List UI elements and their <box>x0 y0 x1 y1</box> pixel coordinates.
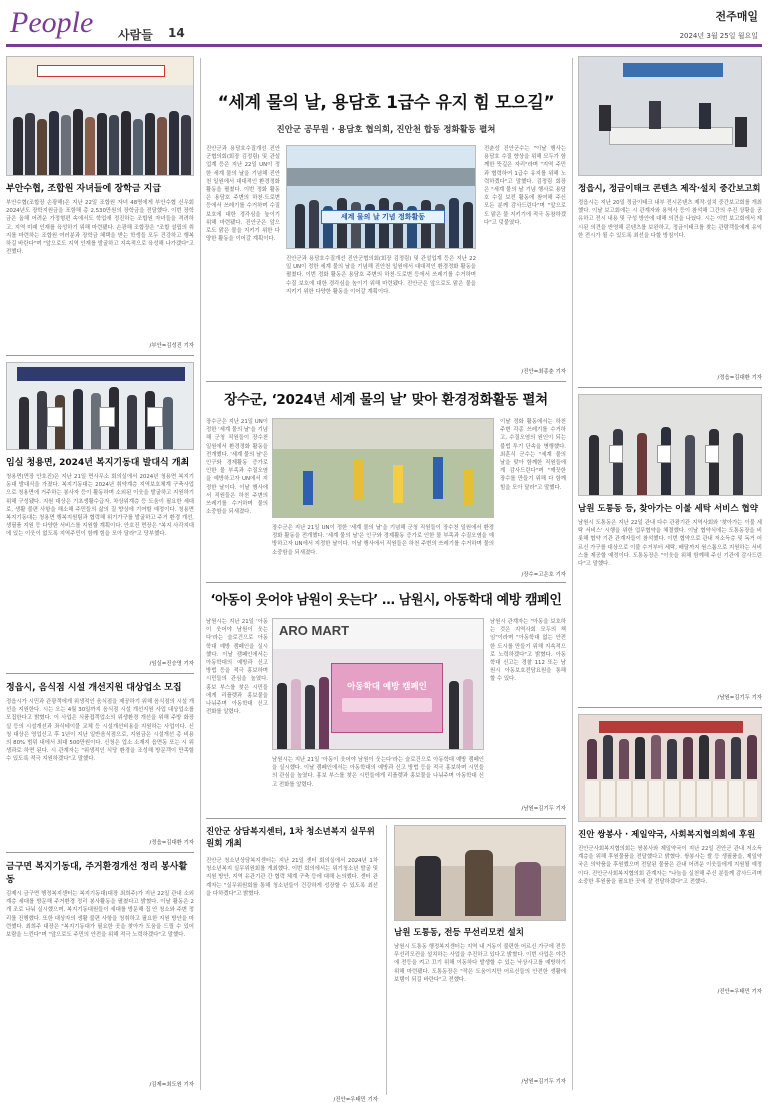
article-geumgu-volunteer <box>6 859 194 1088</box>
article-body: 정읍시가 시민과 관광객에게 위생적인 음식점을 제공하기 위해 음식점의 시설 개선을 지원한다. 시는 오는 4월 30일까지 음식점 시설 개선지원 사업 대상업소를 모집한다고 밝혔다. 이 사업은 식품접객업소의 위생환경 개선을 위해 주방 화장실 등의 시설개선과 좌식테이블 교체 등 시설개선비용을 지원하는 사업이다. 신청 대상은 영업신고 후 1년이 지난 일반음식점으로, 지원금은 시설개선 총 비용의 80% 범위 내에서 최대 500만원이다. 신청은 업소 소재지 읍면동 또는 시 위생과로 하면 된다. 시 관계자는 "위생적인 식당 환경을 조성해 방문객이 만족할 수 있도록 적극 지원하겠다"고 말했다. <box>6 699 194 763</box>
article-body: 남원시는 지난 21일 '아동이 웃어야 남원이 웃는다'라는 슬로건으로 아동학대 예방 캠페인을 실시했다. 이날 캠페인에서는 아동학대의 예방과 신고 방법 등을 적극 홍보하며 시민들의 관심을 높였다. 홍보 부스를 찾은 시민들에게 리플렛과 홍보물을 나눠주며 아동학대 신고 전화를 알렸다. <box>206 619 268 716</box>
article-byline: /김제=최도원 기자 <box>149 1082 194 1088</box>
column-divider <box>200 58 201 1090</box>
article-byline: /부안=김성진 기자 <box>149 343 194 349</box>
article-body: 장수군은 지난 21일 UN이 정한 '세계 물의 날'을 기념해 군청 직원들이 장수천 일원에서 환경정화 활동을 전개했다. '세계 물의 날'은 인구와 경제활동 증가로 인한 물 부족과 수질오염을 예방하고자 UN에서 지정한 날이다. 이날 행사에서 직원들은 하천 주변의 쓰레기를 수거하며 물의 소중함을 되새겼다. <box>206 419 268 516</box>
article-title: 정읍시, 정금이태크 콘텐츠 제작·설치 중간보고회 <box>578 184 761 194</box>
article-jeongeup-restaurant <box>6 680 194 846</box>
home-visit-photo <box>394 825 566 921</box>
campaign-banner: 아동학대 예방 캠페인 <box>347 682 427 692</box>
article-byline: /진안=최종춘 기자 <box>521 369 566 375</box>
article-jangsu-cleanup <box>206 388 566 578</box>
page-number: 14 <box>168 26 185 40</box>
group-photo <box>6 362 194 450</box>
article-body: 남원시 관계자는 "아동을 보호하는 것은 지역사회 모두의 책임"이라며 "아동학대 없는 안전한 도시를 만들기 위해 지속적으로 노력하겠다"고 밝혔다. 아동학대 신고는 경찰 112 또는 남원시 아동보호전담요원을 통해 할 수 있다. <box>490 619 566 683</box>
article-body: 남원시는 지난 21일 '아동이 웃어야 남원이 웃는다'라는 슬로건으로 아동학대 예방 캠페인을 실시했다. 이날 캠페인에서는 아동학대의 예방과 신고 방법 등을 적극 홍보하며 시민들의 관심을 높였다. 홍보 부스를 찾은 시민들에게 리플렛과 홍보물을 나눠주며 아동학대 신고 전화를 알렸다. <box>272 757 484 788</box>
article-busan-suhyup <box>6 56 194 349</box>
cleanup-photo <box>286 145 476 249</box>
article-body: 장수군은 지난 21일 UN이 정한 '세계 물의 날'을 기념해 군청 직원들이 장수천 일원에서 환경정화 활동을 전개했다. '세계 물의 날'은 인구와 경제활동 증가로 인한 물 부족과 수질오염을 예방하고자 UN에서 지정한 날이다. 이날 행사에서 직원들은 하천 주변의 쓰레기를 수거하며 물의 소중함을 되새겼다. <box>272 525 494 556</box>
article-jeongeup-content <box>578 56 762 381</box>
article-jinan-water-day <box>206 88 566 377</box>
article-body: 진안군사회복지협의회는 쌍봉사와 제일약국이 지난 22일 진안군 관내 저소득 계층을 위해 후원물품을 전달했다고 밝혔다. 쌍봉사는 쌀 등 생필품을, 제일약국은 의약품을 후원했으며 전달된 물품은 관내 어려운 이웃들에게 지원될 예정이다. 진안군사회복지협의회 관계자는 "나눔을 실천해 주신 분들께 감사드리며 소중한 후원품을 필요한 곳에 잘 전달하겠다"고 전했다. <box>578 846 762 885</box>
article-body: 진안군과 용담호수질개선 진안군협의회(회장 김정림) 및 관설업계 등은 지난 22일 UN이 정한 세계 물의 날을 기념해 진안천 일원에서 대대적인 환경정화 활동을 펼쳤다. 이번 정화 활동은 용담호 주변의 하천·도로변 등에서 쓰레기를 수거하며 수질 보호에 대한 경각심을 높이기 위해 마련됐다. 진안군은 앞으로도 맑은 물을 지키기 위한 다양한 활동을 이어갈 계획이다. <box>286 256 476 295</box>
headline: ‘아동이 웃어야 남원이 웃는다’ … 남원시, 아동학대 예방 캠페인 <box>210 593 562 608</box>
header-rule <box>6 44 762 47</box>
article-namwon-laundry <box>578 394 762 701</box>
article-body: 진안군 청소년상담복지센터는 지난 21일 센터 회의실에서 2024년 1차 청소년복지 실무위원회를 개최했다. 이번 회의에서는 위기청소년 발굴 및 지원 방안, 지역 유관기관 간 협력 체계 구축 등에 대해 논의했다. 센터 관계자는 "실무위원회를 통해 청소년들이 건강하게 성장할 수 있도록 최선을 다하겠다"고 밝혔다. <box>206 858 378 897</box>
article-byline: /남원=김기두 기자 <box>521 806 566 812</box>
article-title: 진안 쌍봉사 · 제일약국, 사회복지협의회에 후원 <box>578 830 756 840</box>
article-byline: /정읍=김대환 기자 <box>149 840 194 846</box>
article-byline: /장수=고은호 기자 <box>521 572 566 578</box>
donation-photo <box>578 714 762 822</box>
article-body: 청용면(면장 안호진)은 지난 21일 면사무소 회의실에서 2024년 청용면 복지기동대 발대식을 가졌다. 복지기동대는 2024년 취약계층 지역보호체계 구축사업으로 청용면에 거주하는 봉사자 등이 활동하며 소외된 이웃을 발굴하고 지원하기 위해 구성됐다. 지원 대상은 기초생활수급자, 차상위계층 등 도움이 필요한 세대로, 생활 불편 사항을 해소해 주민들의 삶의 질 향상에 기여할 예정이다. 청용면 복지기동대는 청용면 행복지원팀과 협력해 위기가구를 발굴하고 주거 환경 개선, 생필품 지원 등 다양한 서비스를 지원할 계획이다. 안호진 면장은 "복지 사각지대에 있는 이웃이 없도록 지역주민이 함께 힘을 모아 달라"고 당부했다. <box>6 474 194 538</box>
article-body: 부안수협(조합장 손광해)은 지난 22일 조합원 자녀 48명에게 부안수협 신우회 2024년도 장학지원금을 포함해 총 2,530만원의 장학금을 전달했다. 이번 장학금은 올해 어려운 가정형편 속에서도 학업에 정진하는 조합원 자녀들을 격려하고, 지역 미래 인재를 육성하기 위해 마련됐다. 손광해 조합장은 "조합 설립의 취지를 마련하는 조합원 여러분과 장학금 혜택을 받는 학생들 모두 건강하고 행복하길 바란다"며 "앞으로도 지역 인재를 발굴하고 지속적으로 육성해 나가겠다"고 전했다. <box>6 200 194 256</box>
article-jinan-donation <box>578 714 762 995</box>
left-column <box>6 56 194 1092</box>
article-title: 부안수협, 조합원 자녀들에 장학금 지급 <box>6 184 162 194</box>
page-header <box>6 4 764 44</box>
agreement-photo <box>578 394 762 496</box>
article-namwon-remote <box>394 825 566 1085</box>
section-name: 사람들 <box>118 28 153 42</box>
river-cleanup-photo <box>272 418 494 518</box>
article-byline: /진안=우태민 기자 <box>717 989 762 995</box>
group-photo <box>6 56 194 176</box>
headline: 장수군, ‘2024년 세계 물의 날’ 맞아 환경정화활동 펼쳐 <box>224 392 548 408</box>
article-byline: /남원=김기두 기자 <box>521 1079 566 1085</box>
right-column <box>578 56 762 1092</box>
campaign-photo <box>272 618 484 750</box>
mart-sign: ARO MART <box>279 623 350 638</box>
article-title: 진안군 상담복지센터, 1차 청소년복지 실무위원회 개최 <box>206 827 375 849</box>
article-body: 전춘성 진안군수는 "이날 행사는 용담호 수질 향상을 위해 모두가 함께한 뜻깊은 자리"라며 "지역 주민과 협력하여 1급수 유지를 위해 노력하겠다"고 말했다. 김정림 회장은 "세계 물의 날 기념 행사로 용담호 수질 보전 활동에 참여해 주신 모든 분께 감사드린다"며 "앞으로도 맑은 물 지키기에 적극 동참하겠다"고 덧붙였다. <box>484 146 566 226</box>
article-imsil-cheongyong <box>6 362 194 667</box>
subheadline: 진안군 공무원 · 용담호 협의회, 진안천 합동 정화활동 펼쳐 <box>276 125 496 135</box>
campaign-board <box>331 663 443 733</box>
article-body: 정읍시는 지난 20일 정금이태크 내부 전시콘텐츠 제작·설치 중간보고회를 개최했다. 이날 보고회에는 시 관계자와 용역사 등이 참석해 그간의 추진 상황을 공유하고 전시 내용 및 구성 방안에 대해 의견을 나눴다. 시는 이번 보고회에서 제시된 의견을 반영해 콘텐츠를 보완하고, 정금이태크를 찾는 관람객들에게 유익한 전시가 될 수 있도록 최선을 다할 방침이다. <box>578 200 762 239</box>
article-title: 임실 청용면, 2024년 복지기동대 발대식 개최 <box>6 458 190 468</box>
article-title: 금구면 복지기동대, 주거환경개선 정리 봉사활동 <box>6 862 188 885</box>
section-brand: People <box>10 6 94 39</box>
article-namwon-child-abuse <box>206 589 566 814</box>
event-banner: 세계 물의 날 기념 정화활동 <box>321 210 445 224</box>
article-body: 남원시 도통동은 지난 22일 관내 다수 관광기관 지역사회와 '찾아가는 이불 세탁 서비스' 시행을 위한 업무협약을 체결했다. 이날 협약식에는 도통동장을 비롯해 협약 기관 관계자들이 참석했다. 이번 협약으로 관내 저소득층 및 독거 어르신 가구를 대상으로 이불 수거부터 세탁, 배달까지 원스톱으로 지원하는 서비스를 제공할 예정이다. 도통동장은 "이웃을 위해 함께해 주신 기관에 감사드린다"고 말했다. <box>578 520 762 568</box>
article-body: 남원시 도통동 행정복지센터는 지역 내 거동이 불편한 어르신 가구에 전등 무선리모컨을 설치하는 사업을 추진하고 있다고 밝혔다. 이번 사업은 야간에 전등을 켜고 끄기 위해 이동하다 발생할 수 있는 낙상사고를 예방하기 위해 마련됐다. 도통동장은 "작은 도움이지만 어르신들의 안전한 생활에 보탬이 되길 바란다"고 전했다. <box>394 944 566 983</box>
rice-bags <box>585 781 757 817</box>
scholarship-banner <box>37 65 165 77</box>
article-title: 정읍시, 음식점 시설 개선지원 대상업소 모집 <box>6 683 182 693</box>
article-title: 남원 도통동 등, 찾아가는 이불 세탁 서비스 협약 <box>578 504 758 514</box>
article-byline: /정읍=김대환 기자 <box>717 375 762 381</box>
article-jinan-youth <box>206 825 378 1103</box>
article-byline: /남원=김기두 기자 <box>717 695 762 701</box>
article-title: 남원 도통동, 전등 무선리모컨 설치 <box>394 928 525 938</box>
meeting-photo <box>578 56 762 176</box>
issue-date: 2024년 3월 25일 월요일 <box>679 32 758 40</box>
column-divider <box>572 58 573 1090</box>
article-body: 진안군과 용담호수질개선 진안군협의회(회장 김정림) 및 관설업계 등은 지난 22일 UN이 정한 세계 물의 날을 기념해 진안천 일원에서 대대적인 환경정화 활동을 펼쳤다. 이번 정화 활동은 용담호 주변의 하천·도로변 등에서 쓰레기를 수거하며 수질 보호에 대한 경각심을 높이기 위해 마련됐다. 진안군은 앞으로도 맑은 물을 지키기 위한 다양한 활동을 이어갈 계획이다. <box>206 146 280 243</box>
newspaper-name: 전주매일 <box>715 10 758 23</box>
headline: “세계 물의 날, 용담호 1급수 유지 힘 모으길” <box>217 93 555 113</box>
article-body: 이날 정화 활동에서는 하천 주변 각종 쓰레기를 수거하고, 수질오염의 원인이 되는 불법 투기 단속을 병행했다. 최훈식 군수는 "세계 물의 날을 맞아 함께한 직원들에게 감사드린다"며 "깨끗한 장수를 만들기 위해 다 함께 힘을 모아 달라"고 말했다. <box>500 419 566 491</box>
article-byline: /임실=진승영 기자 <box>149 661 194 667</box>
center-column <box>206 56 566 1103</box>
article-byline: /진안=우태민 기자 <box>333 1097 378 1103</box>
article-body: 김제시 금구면 행정복지센터는 복지기동대(대장 최희주)가 지난 22일 관내 소외계층 세대를 방문해 주거환경 정리 봉사활동을 펼쳤다고 밝혔다. 이날 활동은 2개 조로 나눠 실시했으며, 복지기동대원들이 세대를 방문해 집 안 청소와 주변 정리를 진행했다. 또한 대상자의 생활 불편 사항을 청취하고 필요한 지원 방안을 마련했다. 최희주 대장은 "복지기동대가 필요한 곳을 찾아가 도움을 드릴 수 있어 보람을 느낀다"며 "앞으로도 주민의 안전을 위해 적극 노력하겠다"고 말했다. <box>6 891 194 939</box>
